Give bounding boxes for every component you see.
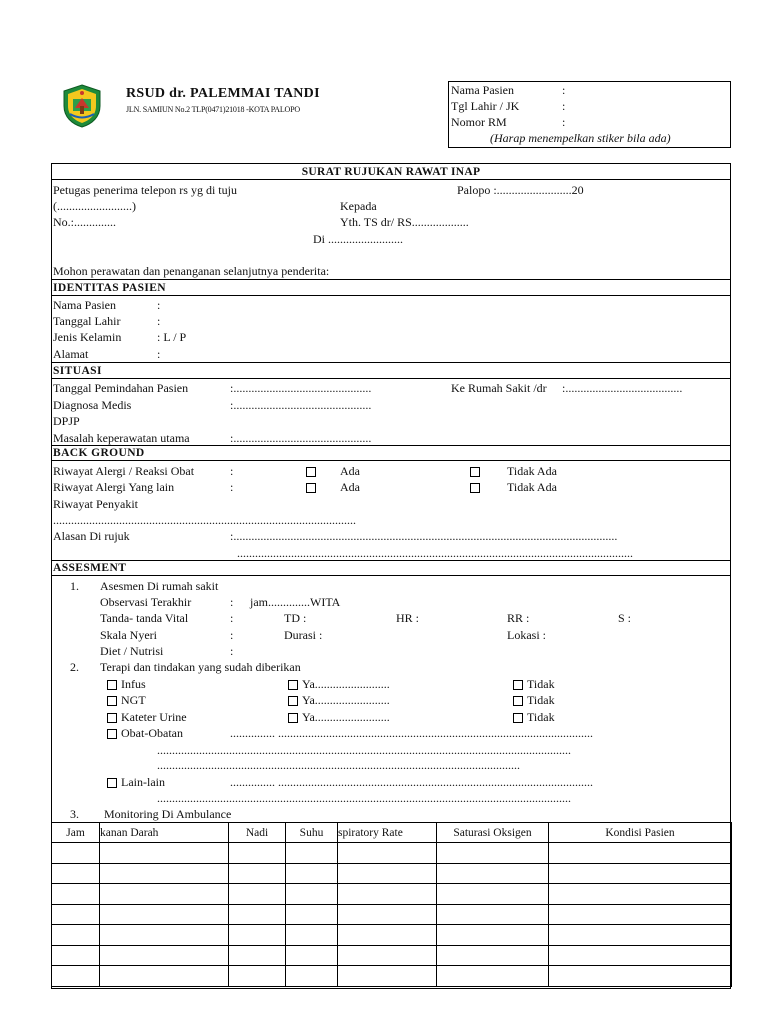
- infus-tidak-option[interactable]: [513, 677, 555, 691]
- yth-field[interactable]: Yth. TS dr/ RS...................: [340, 215, 469, 229]
- col-nadi: Nadi: [229, 823, 286, 843]
- hospital-address: JLN. SAMIUN No.2 TLP(0471)21018 -KOTA PALOPO: [126, 105, 300, 114]
- table-cell[interactable]: [437, 843, 549, 864]
- skala-nyeri-label: Skala Nyeri: [100, 628, 157, 642]
- ngt-ya-label: Ya.........................: [302, 693, 390, 707]
- palopo-date[interactable]: Palopo :.........................20: [457, 183, 584, 197]
- riwayat-penyakit-label: Riwayat Penyakit: [53, 497, 138, 511]
- table-cell[interactable]: [549, 884, 732, 905]
- situasi-top-divider: [51, 362, 731, 363]
- ke-rumah-sakit-value[interactable]: :.......................................: [562, 381, 683, 395]
- obat-option[interactable]: [107, 726, 183, 740]
- infus-tidak-label: Tidak: [527, 677, 555, 691]
- s-field[interactable]: S :: [618, 611, 632, 625]
- situasi-bottom-divider: [51, 378, 731, 379]
- hospital-name: RSUD dr. PALEMMAI TANDI: [126, 86, 320, 101]
- observasi-colon: :: [230, 595, 234, 609]
- durasi-field[interactable]: Durasi :: [284, 628, 323, 642]
- title-divider: [51, 179, 731, 180]
- table-cell[interactable]: [52, 966, 100, 987]
- alamat-value[interactable]: :: [157, 347, 161, 361]
- kateter-label: Kateter Urine: [121, 710, 187, 724]
- table-cell[interactable]: [437, 925, 549, 946]
- table-cell[interactable]: [437, 863, 549, 884]
- item-1-number: 1.: [70, 579, 79, 593]
- alasan-rujuk-label: Alasan Di rujuk: [53, 529, 130, 543]
- alasan-rujuk-field-2[interactable]: ....................................................................................................................................: [237, 546, 633, 560]
- table-cell[interactable]: [229, 843, 286, 864]
- table-cell[interactable]: [338, 925, 437, 946]
- table-cell[interactable]: [286, 966, 338, 987]
- table-cell[interactable]: [100, 945, 229, 966]
- item-2-number: 2.: [70, 660, 79, 674]
- table-cell[interactable]: [338, 843, 437, 864]
- table-cell[interactable]: [229, 925, 286, 946]
- ke-rumah-sakit-label: Ke Rumah Sakit /dr: [451, 381, 547, 395]
- kateter-tidak-checkbox[interactable]: [513, 713, 523, 723]
- table-row: [52, 904, 732, 925]
- lain-option[interactable]: [107, 775, 165, 789]
- item-3-label: Monitoring Di Ambulance: [104, 807, 232, 821]
- table-cell[interactable]: [52, 904, 100, 925]
- ngt-tidak-option[interactable]: [513, 693, 555, 707]
- form-title: SURAT RUJUKAN RAWAT INAP: [301, 166, 481, 178]
- alergi-lain-ada-checkbox[interactable]: [306, 483, 316, 493]
- table-cell[interactable]: [286, 884, 338, 905]
- diagnosa-value[interactable]: :..............................................: [230, 398, 372, 412]
- table-cell[interactable]: [229, 904, 286, 925]
- col-kondisi-pasien: Kondisi Pasien: [549, 823, 732, 843]
- diet-colon: :: [230, 644, 234, 658]
- identitas-top-divider: [51, 279, 731, 280]
- item-3-number: 3.: [70, 807, 79, 821]
- table-row: [52, 966, 732, 987]
- table-cell[interactable]: [549, 925, 732, 946]
- table-cell[interactable]: [286, 945, 338, 966]
- table-cell[interactable]: [437, 884, 549, 905]
- situasi-title: SITUASI: [53, 365, 102, 377]
- table-cell[interactable]: [286, 863, 338, 884]
- assesment-bottom-divider: [51, 575, 731, 576]
- table-row: [52, 925, 732, 946]
- kateter-ya-label: Ya.........................: [302, 710, 390, 724]
- table-cell[interactable]: [229, 863, 286, 884]
- tanggal-lahir-value[interactable]: :: [157, 314, 161, 328]
- riwayat-penyakit-field[interactable]: .....................................................................................................: [53, 513, 356, 527]
- table-cell[interactable]: [338, 966, 437, 987]
- masalah-value[interactable]: :..............................................: [230, 431, 372, 445]
- infus-ya-checkbox[interactable]: [288, 680, 298, 690]
- diet-label: Diet / Nutrisi: [100, 644, 164, 658]
- table-cell[interactable]: [100, 843, 229, 864]
- ngt-ya-checkbox[interactable]: [288, 696, 298, 706]
- alergi-lain-ada-label: Ada: [340, 480, 360, 494]
- obat-label: Obat-Obatan: [121, 726, 183, 740]
- ngt-tidak-label: Tidak: [527, 693, 555, 707]
- tanggal-lahir-label: Tanggal Lahir: [53, 314, 121, 328]
- lain-label: Lain-lain: [121, 775, 165, 789]
- jenis-kelamin-label: Jenis Kelamin: [53, 330, 122, 344]
- observasi-label: Observasi Terakhir: [100, 595, 192, 609]
- table-cell[interactable]: [549, 945, 732, 966]
- obat-field-2[interactable]: ..........................................................................................................................................: [157, 743, 571, 757]
- table-row: [52, 884, 732, 905]
- petugas-label: Petugas penerima telepon rs yg di tuju: [53, 183, 237, 197]
- kateter-option[interactable]: [107, 710, 187, 724]
- kateter-ya-option[interactable]: [288, 710, 390, 724]
- ngt-checkbox[interactable]: [107, 696, 117, 706]
- col-tekanan-darah: kanan Darah: [100, 823, 229, 843]
- dpjp-label: DPJP: [53, 414, 80, 428]
- table-row: [52, 945, 732, 966]
- background-top-divider: [51, 445, 731, 446]
- alasan-rujuk-field-1[interactable]: :................................................................................................................................: [230, 529, 618, 543]
- tanda-vital-label: Tanda- tanda Vital: [100, 611, 189, 625]
- table-cell[interactable]: [229, 945, 286, 966]
- table-cell[interactable]: [437, 966, 549, 987]
- table-cell[interactable]: [100, 863, 229, 884]
- sticker-tgl-sep: :: [562, 99, 566, 113]
- alergi-obat-tidak-checkbox[interactable]: [470, 467, 480, 477]
- monitoring-table: [51, 822, 732, 987]
- ngt-option[interactable]: [107, 693, 146, 707]
- alamat-label: Alamat: [53, 347, 89, 361]
- table-cell[interactable]: [338, 863, 437, 884]
- hr-field[interactable]: HR :: [396, 611, 420, 625]
- lain-checkbox[interactable]: [107, 778, 117, 788]
- kateter-ya-checkbox[interactable]: [288, 713, 298, 723]
- col-respiratory-rate: spiratory Rate: [338, 823, 437, 843]
- identitas-title: IDENTITAS PASIEN: [53, 282, 167, 294]
- ngt-ya-option[interactable]: [288, 693, 390, 707]
- kateter-checkbox[interactable]: [107, 713, 117, 723]
- petugas-name-blank[interactable]: (.........................): [53, 199, 136, 213]
- table-row: [52, 843, 732, 864]
- sticker-nama-label: Nama Pasien: [451, 83, 514, 97]
- infus-option[interactable]: [107, 677, 146, 691]
- col-jam: Jam: [52, 823, 100, 843]
- table-cell[interactable]: [338, 884, 437, 905]
- tanggal-pemindahan-label: Tanggal Pemindahan Pasien: [53, 381, 189, 395]
- nama-pasien-value[interactable]: :: [157, 298, 161, 312]
- mohon-text: Mohon perawatan dan penanganan selanjutnya penderita:: [53, 264, 330, 278]
- alergi-lain-label: Riwayat Alergi Yang lain: [53, 480, 175, 494]
- table-cell[interactable]: [549, 863, 732, 884]
- obat-field-3[interactable]: .........................................................................................................................: [157, 758, 520, 772]
- alergi-lain-colon: :: [230, 480, 234, 494]
- table-cell[interactable]: [229, 966, 286, 987]
- rr-field[interactable]: RR :: [507, 611, 530, 625]
- table-cell[interactable]: [52, 843, 100, 864]
- table-cell[interactable]: [100, 925, 229, 946]
- ngt-tidak-checkbox[interactable]: [513, 696, 523, 706]
- table-cell[interactable]: [437, 945, 549, 966]
- col-suhu: Suhu: [286, 823, 338, 843]
- obat-field-1[interactable]: ............... .........................................................................................................: [230, 726, 593, 740]
- regional-emblem-logo-icon: [62, 84, 102, 128]
- table-cell[interactable]: [286, 904, 338, 925]
- alergi-obat-label: Riwayat Alergi / Reaksi Obat: [53, 464, 195, 478]
- table-cell[interactable]: [52, 925, 100, 946]
- lain-field-2[interactable]: ..........................................................................................................................................: [157, 791, 571, 805]
- alergi-obat-ada-label: Ada: [340, 464, 360, 478]
- table-cell[interactable]: [549, 904, 732, 925]
- assesment-top-divider: [51, 560, 731, 561]
- alergi-obat-colon: :: [230, 464, 234, 478]
- di-field[interactable]: Di .........................: [313, 232, 403, 246]
- alergi-lain-tidak-label: Tidak Ada: [507, 480, 557, 494]
- table-cell[interactable]: [52, 863, 100, 884]
- lain-field-1[interactable]: ............... .........................................................................................................: [230, 775, 593, 789]
- table-row: [52, 863, 732, 884]
- alergi-lain-tidak-checkbox[interactable]: [470, 483, 480, 493]
- kateter-tidak-label: Tidak: [527, 710, 555, 724]
- table-cell[interactable]: [549, 966, 732, 987]
- table-cell[interactable]: [100, 904, 229, 925]
- table-cell[interactable]: [286, 925, 338, 946]
- table-cell[interactable]: [338, 904, 437, 925]
- item-1-label: Asesmen Di rumah sakit: [100, 579, 219, 593]
- monitoring-table-body: [52, 843, 732, 987]
- nama-pasien-label: Nama Pasien: [53, 298, 116, 312]
- item-2-label: Terapi dan tindakan yang sudah diberikan: [100, 660, 301, 674]
- tanggal-pemindahan-value[interactable]: :..............................................: [230, 381, 372, 395]
- kepada-label: Kepada: [340, 199, 377, 213]
- infus-ya-option[interactable]: [288, 677, 390, 691]
- observasi-value[interactable]: jam..............WITA: [250, 595, 341, 609]
- infus-label: Infus: [121, 677, 146, 691]
- sticker-rm-label: Nomor RM: [451, 115, 507, 129]
- table-cell[interactable]: [338, 945, 437, 966]
- background-title: BACK GROUND: [53, 447, 145, 459]
- infus-tidak-checkbox[interactable]: [513, 680, 523, 690]
- sticker-nama-sep: :: [562, 83, 566, 97]
- sticker-note: (Harap menempelkan stiker bila ada): [490, 131, 671, 145]
- alergi-obat-ada-checkbox[interactable]: [306, 467, 316, 477]
- infus-checkbox[interactable]: [107, 680, 117, 690]
- table-cell[interactable]: [437, 904, 549, 925]
- identitas-bottom-divider: [51, 295, 731, 296]
- monitoring-header-row: [52, 823, 732, 843]
- col-saturasi-oksigen: Saturasi Oksigen: [437, 823, 549, 843]
- obat-checkbox[interactable]: [107, 729, 117, 739]
- diagnosa-label: Diagnosa Medis: [53, 398, 132, 412]
- tanda-vital-colon: :: [230, 611, 234, 625]
- table-cell[interactable]: [549, 843, 732, 864]
- skala-nyeri-colon: :: [230, 628, 234, 642]
- td-field[interactable]: TD :: [284, 611, 307, 625]
- background-bottom-divider: [51, 460, 731, 461]
- nomor-field[interactable]: No.:..............: [53, 215, 116, 229]
- infus-ya-label: Ya.........................: [302, 677, 390, 691]
- alergi-obat-tidak-label: Tidak Ada: [507, 464, 557, 478]
- table-cell[interactable]: [286, 843, 338, 864]
- table-cell[interactable]: [229, 884, 286, 905]
- table-cell[interactable]: [52, 884, 100, 905]
- table-cell[interactable]: [100, 884, 229, 905]
- table-cell[interactable]: [100, 966, 229, 987]
- kateter-tidak-option[interactable]: [513, 710, 555, 724]
- masalah-label: Masalah keperawatan utama: [53, 431, 190, 445]
- ngt-label: NGT: [121, 693, 146, 707]
- table-cell[interactable]: [52, 945, 100, 966]
- sticker-tgl-label: Tgl Lahir / JK: [451, 99, 520, 113]
- lokasi-field[interactable]: Lokasi :: [507, 628, 546, 642]
- assesment-title: ASSESMENT: [53, 562, 127, 574]
- jenis-kelamin-value[interactable]: : L / P: [157, 330, 187, 344]
- sticker-rm-sep: :: [562, 115, 566, 129]
